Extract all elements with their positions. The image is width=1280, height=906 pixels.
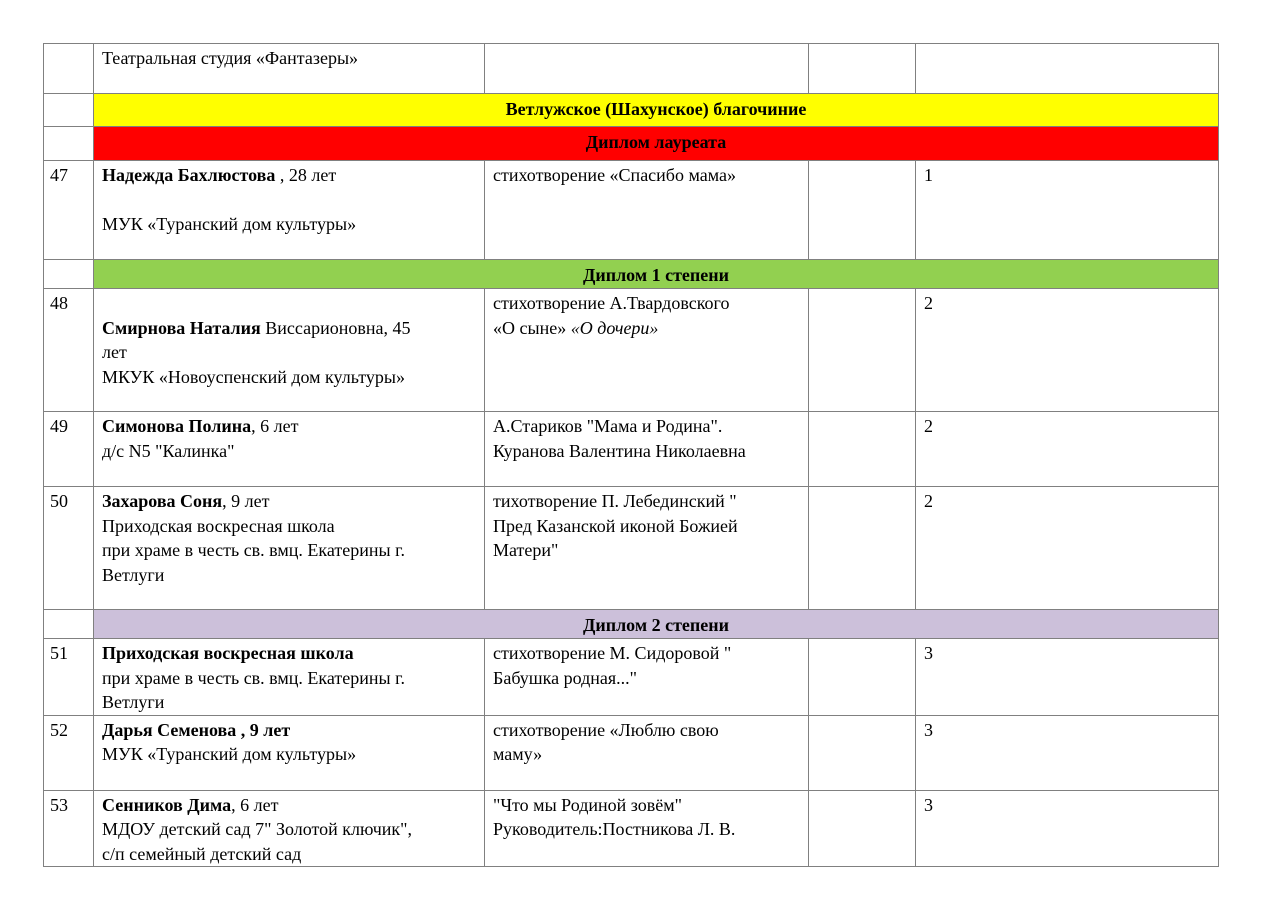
text-line bbox=[493, 666, 800, 691]
text-line bbox=[493, 742, 800, 767]
text-line bbox=[102, 690, 476, 715]
score-cell: 1 bbox=[916, 161, 1219, 260]
text-segment: Виссарионовна, 45 bbox=[260, 317, 411, 338]
text-line bbox=[102, 316, 476, 341]
text-line bbox=[102, 641, 476, 666]
participant-cell bbox=[94, 161, 485, 260]
text-line bbox=[102, 188, 476, 213]
score-cell: 3 bbox=[916, 715, 1219, 790]
number-cell: 51 bbox=[44, 639, 94, 716]
score-cell: 2 bbox=[916, 289, 1219, 412]
table-row bbox=[44, 44, 1219, 94]
table-row bbox=[44, 790, 1219, 867]
section-header-row bbox=[44, 127, 1219, 161]
text-line bbox=[102, 340, 476, 365]
participant-cell bbox=[94, 790, 485, 867]
text-segment: стихотворение А.Твардовского bbox=[493, 293, 730, 313]
text-segment: Бабушка родная..." bbox=[493, 667, 638, 688]
number-cell bbox=[44, 44, 94, 94]
section-header: Диплом 1 степени bbox=[94, 260, 1219, 289]
text-segment: стихотворение «Спасибо мама» bbox=[493, 165, 736, 185]
text-line bbox=[102, 489, 476, 514]
score-cell: 2 bbox=[916, 487, 1219, 610]
section-header: Ветлужское (Шахунское) благочиние bbox=[94, 94, 1219, 127]
text-line bbox=[102, 538, 476, 563]
text-segment: МДОУ детский сад 7" Золотой ключик", bbox=[102, 819, 413, 839]
text-line bbox=[493, 316, 800, 341]
empty-cell bbox=[809, 715, 916, 790]
text-line bbox=[102, 718, 476, 743]
text-line bbox=[493, 439, 800, 464]
table-row bbox=[44, 412, 1219, 487]
number-cell bbox=[44, 94, 94, 127]
text-segment: "Что мы Родиной зовём" bbox=[493, 794, 682, 815]
text-line bbox=[493, 514, 800, 539]
work-cell bbox=[485, 289, 809, 412]
text-segment: МКУК «Новоуспенский дом культуры» bbox=[102, 366, 405, 387]
work-cell bbox=[485, 412, 809, 487]
empty-cell bbox=[809, 289, 916, 412]
text-segment: лет bbox=[102, 342, 127, 362]
number-cell: 52 bbox=[44, 715, 94, 790]
text-line bbox=[102, 793, 476, 818]
empty-cell bbox=[809, 487, 916, 610]
participant-cell bbox=[94, 639, 485, 716]
work-cell bbox=[485, 44, 809, 94]
text-segment: Ветлуги bbox=[102, 692, 165, 712]
text-line bbox=[102, 666, 476, 691]
text-line bbox=[102, 365, 476, 390]
score-cell: 3 bbox=[916, 790, 1219, 867]
text-segment: стихотворение «Люблю свою bbox=[493, 719, 719, 740]
number-cell: 53 bbox=[44, 790, 94, 867]
section-header-row bbox=[44, 610, 1219, 639]
text-line bbox=[493, 489, 800, 514]
text-segment: тихотворение П. Лебединский " bbox=[493, 491, 737, 511]
text-line bbox=[493, 291, 800, 316]
number-cell: 50 bbox=[44, 487, 94, 610]
bold-name: Сенников Дима bbox=[102, 794, 232, 815]
text-line bbox=[102, 514, 476, 539]
text-segment: , 6 лет bbox=[251, 416, 299, 436]
empty-cell bbox=[809, 639, 916, 716]
text-segment: , 6 лет bbox=[231, 794, 279, 815]
participant-cell bbox=[94, 44, 485, 94]
bold-name: Смирнова Наталия bbox=[102, 317, 261, 338]
text-segment: А.Стариков "Мама и Родина". bbox=[493, 416, 723, 436]
number-cell bbox=[44, 260, 94, 289]
text-line bbox=[102, 414, 476, 439]
empty-cell bbox=[809, 790, 916, 867]
text-line bbox=[102, 842, 476, 867]
score-cell: 2 bbox=[916, 412, 1219, 487]
text-segment: Приходская воскресная школа bbox=[102, 515, 335, 536]
section-header-row bbox=[44, 260, 1219, 289]
text-segment: «О сыне» bbox=[493, 317, 571, 338]
bold-name: Надежда Бахлюстова bbox=[102, 165, 276, 185]
text-line bbox=[102, 563, 476, 588]
table-row bbox=[44, 161, 1219, 260]
section-header-row bbox=[44, 94, 1219, 127]
text-line bbox=[493, 414, 800, 439]
participant-cell bbox=[94, 289, 485, 412]
empty-cell bbox=[809, 412, 916, 487]
text-segment: , 28 лет bbox=[275, 165, 337, 185]
work-cell bbox=[485, 161, 809, 260]
text-line bbox=[102, 163, 476, 188]
bold-name: Симонова Полина bbox=[102, 416, 252, 436]
empty-cell bbox=[809, 161, 916, 260]
text-segment: Театральная студия «Фантазеры» bbox=[102, 48, 359, 68]
section-header: Диплом лауреата bbox=[94, 127, 1219, 161]
participant-cell bbox=[94, 487, 485, 610]
table-row bbox=[44, 639, 1219, 716]
number-cell: 47 bbox=[44, 161, 94, 260]
work-cell bbox=[485, 790, 809, 867]
text-segment: с/п семейный детский сад bbox=[102, 843, 302, 864]
work-cell bbox=[485, 715, 809, 790]
text-segment: Руководитель:Постникова Л. В. bbox=[493, 819, 736, 839]
text-segment: д/с N5 "Калинка" bbox=[102, 440, 235, 461]
text-segment: при храме в честь св. вмц. Екатерины г. bbox=[102, 667, 405, 688]
text-line bbox=[493, 718, 800, 743]
table-row bbox=[44, 715, 1219, 790]
text-segment: Ветлуги bbox=[102, 564, 165, 585]
bold-name: Захарова Соня bbox=[102, 491, 223, 511]
score-cell: 3 bbox=[916, 639, 1219, 716]
text-segment: стихотворение М. Сидоровой " bbox=[493, 643, 732, 663]
number-cell bbox=[44, 127, 94, 161]
work-cell bbox=[485, 487, 809, 610]
text-line bbox=[493, 817, 800, 842]
text-segment: маму» bbox=[493, 744, 543, 764]
text-segment: Пред Казанской иконой Божией bbox=[493, 515, 738, 536]
participant-cell bbox=[94, 715, 485, 790]
bold-name: Дарья Семенова , 9 лет bbox=[102, 719, 291, 740]
text-line bbox=[493, 163, 800, 188]
text-segment: Куранова Валентина Николаевна bbox=[493, 440, 746, 461]
participant-cell bbox=[94, 412, 485, 487]
table-row bbox=[44, 487, 1219, 610]
section-header: Диплом 2 степени bbox=[94, 610, 1219, 639]
text-line bbox=[102, 742, 476, 767]
number-cell: 49 bbox=[44, 412, 94, 487]
results-table bbox=[43, 43, 1219, 867]
text-segment: «О дочери» bbox=[570, 317, 659, 338]
number-cell bbox=[44, 610, 94, 639]
text-line bbox=[493, 793, 800, 818]
table-row bbox=[44, 289, 1219, 412]
text-segment: при храме в честь св. вмц. Екатерины г. bbox=[102, 540, 405, 560]
empty-cell bbox=[809, 44, 916, 94]
score-cell bbox=[916, 44, 1219, 94]
text-segment: , 9 лет bbox=[222, 491, 270, 511]
text-segment: МУК «Туранский дом культуры» bbox=[102, 744, 357, 764]
number-cell: 48 bbox=[44, 289, 94, 412]
text-line bbox=[102, 212, 476, 237]
work-cell bbox=[485, 639, 809, 716]
text-line bbox=[493, 641, 800, 666]
text-line bbox=[102, 439, 476, 464]
text-segment: Матери" bbox=[493, 540, 559, 560]
text-line bbox=[102, 46, 476, 71]
text-segment: МУК «Туранский дом культуры» bbox=[102, 214, 357, 234]
bold-name: Приходская воскресная школа bbox=[102, 643, 354, 663]
text-line bbox=[102, 817, 476, 842]
text-line bbox=[493, 538, 800, 563]
text-line bbox=[102, 291, 476, 316]
